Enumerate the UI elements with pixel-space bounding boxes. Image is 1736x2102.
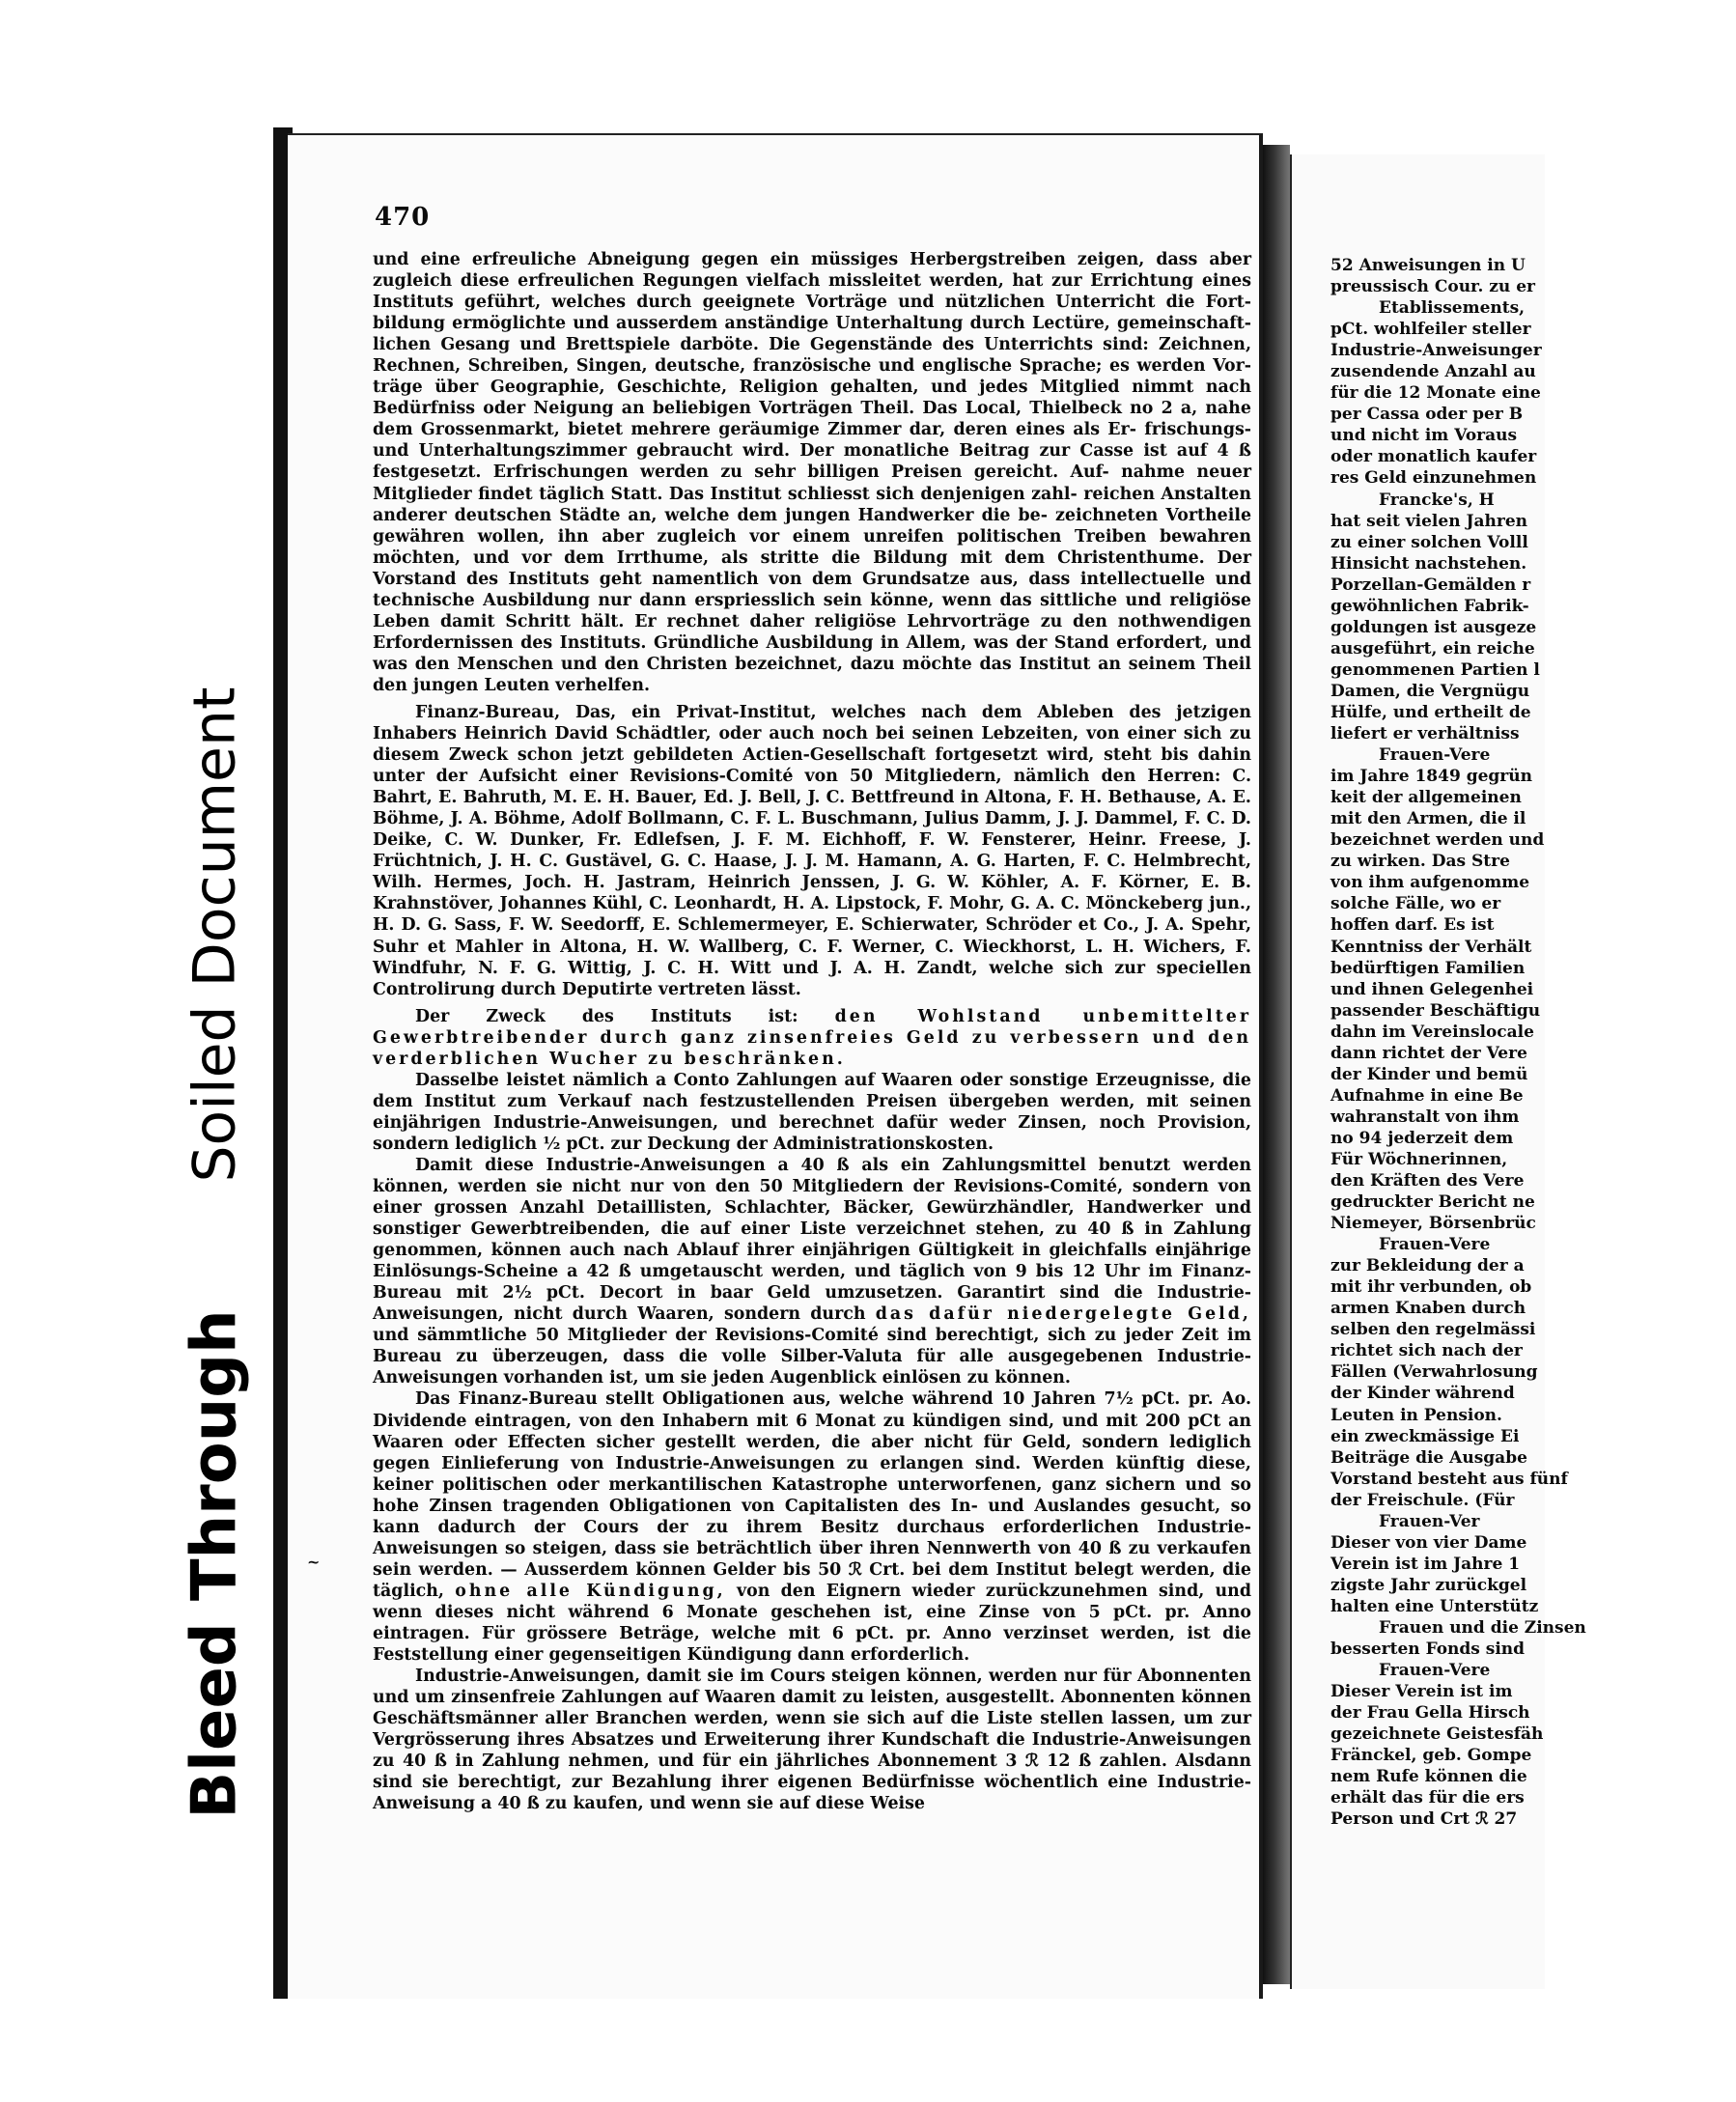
damit-paragraph <box>373 1155 1251 1389</box>
facing-line: oder monatlich kaufer <box>1330 447 1537 467</box>
facing-line: Fällen (Verwahrlosung <box>1330 1362 1538 1383</box>
scan-bottom-margin <box>0 1999 1545 2102</box>
facing-line: Hinsicht nachstehen. <box>1330 553 1527 574</box>
main-page <box>288 133 1263 2002</box>
soiled-document-label <box>162 652 268 1217</box>
facing-line: genommenen Partien l <box>1330 659 1540 680</box>
facing-line: Für Wöchnerinnen, <box>1330 1149 1508 1169</box>
facing-line: mit den Armen, die il <box>1330 809 1526 829</box>
intro-paragraph <box>373 249 1251 696</box>
line: Treiben bewahren möchten, und vor dem Irrthume, als stritte die Bildung mit dem <box>373 526 1251 568</box>
facing-line: Frauen-Vere <box>1379 1661 1491 1681</box>
line: nahe dem Grossenmarkt, bietet mehrere geräumige Zimmer dar, deren eines als Er- <box>373 399 1251 440</box>
facing-line: erhält das für die ers <box>1330 1788 1525 1808</box>
facing-page <box>1290 154 1586 1989</box>
page-number: 470 <box>375 203 431 232</box>
facing-line: dann richtet der Vere <box>1330 1043 1527 1063</box>
dasselbe-paragraph: Dasselbe leistet nämlich a Conto Zahlungen auf Waaren oder sonstige Erzeugnisse, die dem Institut zum Verkauf nach festzustellenden Preisen übergeben werden, mit seinen einjährigen Industrie-Anweisungen, und berechnet dafür weder Zinsen, noch Provision, sondern lediglich ½ pCt. zur Deckung der Administrationskosten. <box>373 1070 1251 1154</box>
bleed-through-text: Bleed Through <box>180 1309 251 1819</box>
facing-line: res Geld einzunehmen <box>1330 468 1537 489</box>
margin-mark: ~ <box>307 1553 321 1571</box>
facing-line: Vorstand besteht aus fünf <box>1330 1469 1568 1489</box>
oblig-text-a: Das Finanz-Bureau stellt Obligationen aus, welche während 10 Jahren 7½ pCt. pr. Ao. Dividende eintragen, von den Inhabern mit 6 Monat zu kündigen sind, und mit 200 pCt an Waaren oder Effecten sicher gestellt werden, die aber nicht für Geld, sondern lediglich gegen Einlieferung von Industrie-Anweisungen zu erlangen sind. Werden künftig diese, keiner politischen oder merkantilischen Katastrophe unterworfenen, ganz sichern und so hohe Zinsen tragenden Obligationen von Capitalisten des In- und Auslandes gesucht, so kann dadurch der Cours der zu ihrem Besitz durchaus erforderlichen Industrie-Anweisungen so steigen, dass sie beträchtlich über ihren Nennwerth von 40 ß zu verkaufen sein werden. — Ausserdem können Gelder bis 50 ℛ Crt. bei dem Institut belegt werden, die täglich, <box>373 1389 1251 1601</box>
facing-line: der Kinder und bemü <box>1330 1064 1528 1084</box>
industrie-paragraph: Industrie-Anweisungen, damit sie im Cours steigen können, werden nur für Abonnenten und um zinsenfreie Zahlungen auf Waaren damit zu leisten, ausgestellt. Abonnenten können Geschäftsmänner aller Branchen werden, wenn sie sich auf die Liste stellen lassen, um zur Vergrösserung ihres Absatzes und Erweiterung ihrer Kundschaft die Industrie-Anweisungen zu 40 ß in Zahlung nehmen, und für ein jährliches Abonnement 3 ℛ 12 ß zahlen. Alsdann sind sie berechtigt, zur Bezahlung ihrer eigenen Bedürfnisse wöchentlich eine Industrie-Anweisung a 40 ß zu kaufen, und wenn sie auf diese Weise <box>373 1667 1251 1814</box>
facing-line: ausgeführt, ein reiche <box>1330 638 1535 659</box>
facing-line: preussisch Cour. zu er <box>1330 277 1535 297</box>
facing-line: keit der allgemeinen <box>1330 788 1522 808</box>
facing-line: Person und Crt ℛ 27 <box>1330 1809 1518 1830</box>
facing-line: den Kräften des Vere <box>1330 1171 1525 1191</box>
line: Instituts geführt, welches durch geeignete Vorträge und nützlichen Unterricht die Fort- <box>373 293 1251 313</box>
facing-line: ein zweckmässige Ei <box>1330 1426 1520 1446</box>
line: Christenthume. Der Vorstand des Instituts geht namentlich von dem Grundsatze aus, <box>373 547 1251 589</box>
facing-line: nem Rufe können die <box>1330 1767 1527 1787</box>
facing-line: Frauen-Vere <box>1379 745 1491 766</box>
facing-line: Frauen-Vere <box>1379 1235 1491 1255</box>
damit-emphasis: das dafür niedergelegte Geld, <box>875 1304 1251 1325</box>
facing-line: mit ihr verbunden, ob <box>1330 1277 1532 1298</box>
line: und eine erfreuliche Abneigung gegen ein müssiges Herbergstreiben zeigen, dass aber <box>373 250 1251 269</box>
facing-line: selben den regelmässi <box>1330 1320 1536 1340</box>
line: Institut an seinem Theil den jungen Leuten verhelfen. <box>373 654 1251 695</box>
facing-line: zur Bekleidung der a <box>1330 1256 1525 1276</box>
facing-line: zu wirken. Das Stre <box>1330 852 1510 872</box>
facing-line: passender Beschäftigu <box>1330 1000 1541 1021</box>
soiled-document-text: Soiled Document <box>182 686 250 1183</box>
oblig-emphasis: ohne alle Kündigung, <box>455 1581 726 1601</box>
facing-line: Dieser Verein ist im <box>1330 1682 1513 1702</box>
line: frischungs- und Unterhaltungszimmer gebraucht wird. Der monatliche Beitrag zur Casse <box>373 420 1251 462</box>
facing-line: Frauen und die Zinsen <box>1379 1618 1586 1638</box>
line: zugleich diese erfreulichen Regungen vielfach missleitet werden, hat zur Errichtung eines <box>373 271 1251 292</box>
facing-line: im Jahre 1849 gegrün <box>1330 767 1532 787</box>
facing-line: Porzellan-Gemälden r <box>1330 575 1531 595</box>
facing-line: Industrie-Anweisunger <box>1330 341 1542 361</box>
finanz-bureau-paragraph: Finanz-Bureau, Das, ein Privat-Institut, welches nach dem Ableben des jetzigen Inhabers Heinrich David Schädtler, oder auch noch bei seinen Lebzeiten, von einer sich zu diesem Zweck schon jetzt gebildeten Actien-Gesellschaft fortgesetzt wird, steht bis dahin unter der Aufsicht einer Revisions-Comité von 50 Mitgliedern, nämlich den Herren: C. Bahrt, E. Bahruth, M. E. H. Bauer, Ed. J. Bell, J. C. Bettfreund in Altona, F. H. Bethause, A. E. Böhme, J. A. Böhme, Adolf Bollmann, C. F. L. Buschmann, Julius Damm, J. J. Dammel, F. C. D. Deike, C. W. Dunker, Fr. Edlefsen, J. F. M. Eichhoff, F. W. Fensterer, Heinr. Freese, J. Früchtnich, J. H. C. Gustävel, G. C. Haase, J. J. M. Hamann, A. G. Harten, F. C. Helmbrecht, Wilh. Hermes, Joch. H. Jastram, Heinrich Jenssen, J. G. W. Köhler, A. F. Körner, E. B. Krahnstöver, Johannes Kühl, C. Leonhardt, H. A. Lipstock, F. Mohr, G. A. C. Mönckeberg jun., H. D. G. Sass, F. W. Seedorff, E. Schlemermeyer, E. Schierwater, Schröder et Co., J. A. Spehr, Suhr et Mahler in Altona, H. W. Wallberg, C. F. Werner, C. Wieckhorst, L. H. Wichers, F. Windfuhr, N. F. G. Wittig, J. C. H. Witt und J. A. H. Zandt, welche sich zur speciellen Controlirung durch Deputirte vertreten lässt. <box>373 702 1251 999</box>
line: der Stand erfordert, und was den Menschen und den Christen bezeichnet, dazu möchte das <box>373 632 1251 674</box>
line: Rechnen, Schreiben, Singen, deutsche, französische und englische Sprache; es werden Vor- <box>373 356 1251 377</box>
facing-line: hat seit vielen Jahren <box>1330 511 1528 531</box>
facing-line: Kenntniss der Verhält <box>1330 937 1532 957</box>
facing-line: gewöhnlichen Fabrik- <box>1330 596 1529 616</box>
damit-text-a: Damit diese Industrie-Anweisungen a 40 ß als ein Zahlungsmittel benutzt werden können, werden sie nicht nur von den 50 Mitgliedern der Revisions-Comité, sondern von einer grossen Anzahl Detaillisten, Schlachter, Bäcker, Gewürzhändler, Handwerker und sonstiger Gewerbtreibenden, die auf einer Liste verzeichnet stehen, zu 40 ß in Zahlung genommen, können auch nach Ablauf ihrer einjährigen Gültigkeit in gleichfalls einjährige Einlösungs-Scheine a 42 ß umgetauscht werden, und täglich von 9 bis 12 Uhr im Finanz-Bureau mit 2½ pCt. Decort in baar Geld umzusetzen. Garantirt sind die Industrie-Anweisungen, nicht durch Waaren, sondern durch <box>373 1155 1251 1325</box>
line: Bedürfniss oder Neigung an beliebigen Vorträgen Theil. Das Local, Thielbeck no 2 a, <box>373 399 1198 419</box>
facing-line: no 94 jederzeit dem <box>1330 1128 1514 1148</box>
bleed-through-label <box>162 1275 268 1854</box>
line: lichen Gesang und Brettspiele darböte. Die Gegenstände des Unterrichts sind: Zeichnen, <box>373 335 1251 355</box>
facing-line: Francke's, H <box>1379 490 1495 510</box>
page-text <box>373 249 1251 1814</box>
damit-text-b: und sämmtliche 50 Mitglieder der Revisions-Comité sind berechtigt, sich zu jeder Zeit im Bureau zu überzeugen, dass die volle Silber-Valuta für alle ausgegebenen Industrie-Anweisungen vorhanden ist, um sie jeden Augenblick einlösen zu können. <box>373 1326 1251 1388</box>
facing-line: für die 12 Monate eine <box>1330 383 1541 404</box>
facing-line: Hülfe, und ertheilt de <box>1330 702 1531 722</box>
facing-line: der Freischule. (Für <box>1330 1490 1515 1510</box>
line: zu den nothwendigen Erfordernissen des Instituts. Gründliche Ausbildung in Allem, was <box>373 611 1251 653</box>
facing-line: wahranstalt von ihm <box>1330 1107 1520 1127</box>
line: träge über Geographie, Geschichte, Religion gehalten, und jedes Mitglied nimmt nach <box>373 378 1251 398</box>
facing-line: Aufnahme in eine Be <box>1330 1085 1524 1106</box>
facing-line: per Cassa oder per B <box>1330 405 1524 425</box>
facing-line: Damen, die Vergnügu <box>1330 681 1530 701</box>
facing-line: bedürftigen Familien <box>1330 958 1526 978</box>
facing-line: Niemeyer, Börsenbrüc <box>1330 1214 1536 1234</box>
facing-line: dahn im Vereinslocale <box>1330 1022 1534 1042</box>
facing-line: zusendende Anzahl au <box>1330 362 1536 382</box>
facing-line: bezeichnet werden und <box>1330 830 1545 851</box>
book-gutter <box>1263 145 1290 1984</box>
facing-line: Beiträge die Ausgabe <box>1330 1447 1527 1468</box>
facing-page-text <box>1330 255 1736 1830</box>
zweck-lead: Der Zweck des Instituts ist: <box>415 1006 798 1026</box>
facing-line: und ihnen Gelegenhei <box>1330 979 1534 999</box>
facing-line: zu einer solchen Volll <box>1330 532 1528 552</box>
scan-top-margin <box>0 0 1545 130</box>
facing-line: zigste Jahr zurückgel <box>1330 1575 1527 1595</box>
line: bildung ermöglichte und ausserdem anständige Unterhaltung durch Lectüre, gemeinschaft- <box>373 314 1251 334</box>
line: reichen Anstalten anderer deutschen Städte an, welche dem jungen Handwerker die be- <box>373 484 1252 525</box>
facing-line: der Frau Gella Hirsch <box>1330 1703 1530 1724</box>
facing-line: pCt. wohlfeiler steller <box>1330 320 1531 340</box>
facing-line: der Kinder während <box>1330 1384 1515 1404</box>
line: ist auf 4 ß festgesetzt. Erfrischungen werden zu sehr billigen Preisen gereicht. Auf- <box>373 441 1251 483</box>
zweck-paragraph <box>373 1006 1251 1070</box>
facing-line: richtet sich nach der <box>1330 1341 1523 1361</box>
facing-line: Frauen-Ver <box>1379 1511 1480 1531</box>
facing-line: von ihm aufgenomme <box>1330 873 1530 893</box>
facing-line: Etablissements, <box>1379 298 1526 319</box>
line: dass intellectuelle und technische Ausbildung nur dann erspriesslich sein könne, wenn das <box>373 569 1251 610</box>
facing-line: hoffen darf. Es ist <box>1330 915 1495 936</box>
facing-line: und nicht im Voraus <box>1330 426 1518 446</box>
facing-line: halten eine Unterstütz <box>1330 1596 1539 1616</box>
line: sittliche und religiöse Leben damit Schritt hält. Er rechnet daher religiöse Lehrvorträge <box>373 590 1251 631</box>
facing-line: gedruckter Bericht ne <box>1330 1192 1535 1213</box>
line: zeichneten Vortheile gewähren wollen, ihn aber zugleich vor einem unreifen politischen <box>373 505 1252 547</box>
facing-line: Leuten in Pension. <box>1330 1405 1502 1425</box>
facing-line: gezeichnete Geistesfäh <box>1330 1724 1544 1745</box>
facing-line: besserten Fonds sind <box>1330 1640 1526 1660</box>
line: nahme neuer Mitglieder findet täglich Statt. Das Institut schliesst sich denjenigen zahl- <box>373 462 1252 504</box>
facing-line: liefert er verhältniss <box>1330 724 1520 744</box>
obligationen-paragraph <box>373 1388 1251 1666</box>
facing-line: goldungen ist ausgeze <box>1330 617 1537 637</box>
facing-line: Dieser von vier Dame <box>1330 1532 1527 1553</box>
oblig-text-b: von den Eignern wieder zurückzunehmen sind, und wenn dieses nicht während 6 Monate geschehen ist, eine Zinse von 5 pCt. pr. Anno eintragen. Für grössere Beträge, welche mit 6 pCt. pr. Anno verzinset werden, ist die Feststellung einer gegenseitigen Kündigung dann erforderlich. <box>373 1581 1251 1666</box>
facing-line: Verein ist im Jahre 1 <box>1330 1554 1521 1574</box>
facing-line: armen Knaben durch <box>1330 1299 1526 1319</box>
facing-line: solche Fälle, wo er <box>1330 894 1501 914</box>
facing-line: Fränckel, geb. Gompe <box>1330 1746 1532 1766</box>
facing-line: 52 Anweisungen in U <box>1330 256 1526 275</box>
zweck-emphasis: den Wohlstand unbemittelter Gewerbtreibender durch ganz zinsenfreies Geld zu verbessern und den verderblichen Wucher zu beschränken. <box>373 1006 1251 1069</box>
